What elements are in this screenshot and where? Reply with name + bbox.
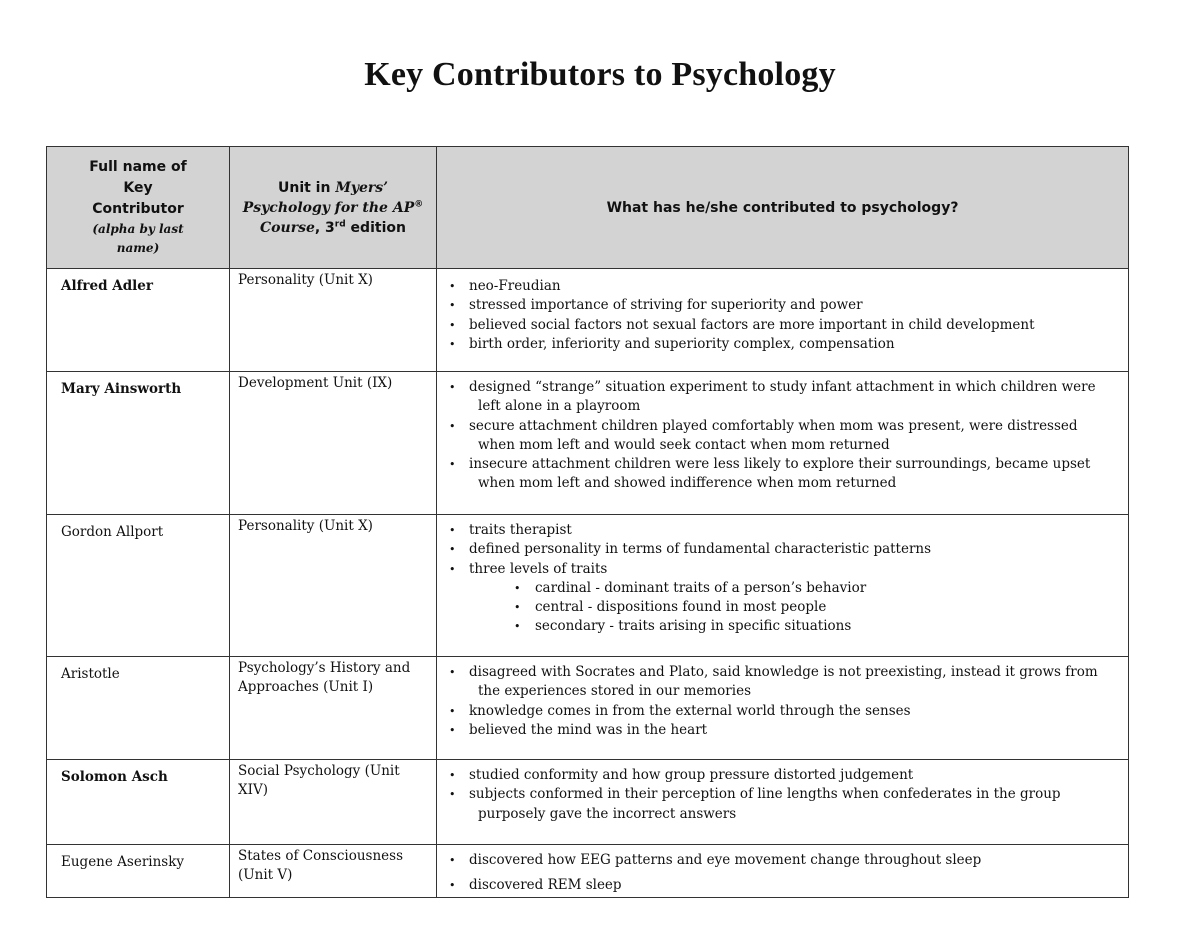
list-item xyxy=(449,378,1120,417)
contributor-name: Alfred Adler xyxy=(47,269,230,372)
trait-levels-list xyxy=(449,579,1120,637)
header-contributor-line: Contributor xyxy=(92,201,184,217)
list-item: • birth order, inferiority and superiority complex, compensation xyxy=(449,335,1120,354)
contribution-list xyxy=(449,663,1120,740)
header-contribution: What has he/she contributed to psychology? xyxy=(437,147,1129,269)
contribution-cell xyxy=(437,515,1129,657)
unit-cell: Social Psychology (Unit XIV) xyxy=(230,760,437,845)
list-item: • central - dispositions found in most people xyxy=(449,598,1120,617)
list-item xyxy=(449,455,1120,494)
contribution-list xyxy=(449,851,1120,896)
contribution-cell xyxy=(437,269,1129,372)
header-unit-edition-num: , 3 xyxy=(314,219,335,236)
contributor-name: Solomon Asch xyxy=(47,760,230,845)
unit-cell: Development Unit (IX) xyxy=(230,372,437,515)
list-item-text: disagreed with Socrates and Plato, said knowledge is not preexisting, instead it grows from xyxy=(469,664,1098,680)
contribution-list xyxy=(449,766,1120,824)
list-item: • discovered how EEG patterns and eye movement change throughout sleep xyxy=(449,851,1120,870)
list-item: • studied conformity and how group pressure distorted judgement xyxy=(449,766,1120,785)
list-item: • believed the mind was in the heart xyxy=(449,721,1120,740)
list-item: • stressed importance of striving for superiority and power xyxy=(449,296,1120,315)
contributors-table xyxy=(46,146,1129,898)
list-item: • three levels of traits xyxy=(449,560,1120,579)
unit-cell: States of Consciousness (Unit V) xyxy=(230,845,437,898)
contribution-cell xyxy=(437,372,1129,515)
header-unit-edition-word: edition xyxy=(345,219,406,236)
header-contributor-line: Full name of xyxy=(89,159,187,175)
list-item-text: left alone in a playroom xyxy=(478,398,641,415)
list-item xyxy=(449,785,1120,824)
list-item-text: the experiences stored in our memories xyxy=(478,683,751,700)
list-item: • cardinal - dominant traits of a person’s behavior xyxy=(449,579,1120,598)
contribution-list xyxy=(449,277,1120,354)
contribution-cell xyxy=(437,845,1129,898)
header-contributor xyxy=(47,147,230,269)
header-row xyxy=(47,147,1129,269)
contribution-list xyxy=(449,521,1120,579)
header-unit-edition-sup: rd xyxy=(334,218,346,229)
list-item: • secondary - traits arising in specific situations xyxy=(449,617,1120,636)
header-contributor-note: (alpha by last name) xyxy=(92,222,184,255)
table-row xyxy=(47,657,1129,760)
table-row xyxy=(47,269,1129,372)
list-item: • neo-Freudian xyxy=(449,277,1120,296)
list-item-text: designed “strange” situation experiment to study infant attachment in which children were xyxy=(469,379,1096,395)
list-item: • discovered REM sleep xyxy=(449,876,1120,895)
unit-cell: Psychology’s History and Approaches (Unit I) xyxy=(230,657,437,760)
contribution-list xyxy=(449,378,1120,494)
list-item xyxy=(449,663,1120,702)
list-item: • knowledge comes in from the external world through the senses xyxy=(449,702,1120,721)
list-item: • defined personality in terms of fundamental characteristic patterns xyxy=(449,540,1120,559)
list-item-text: secure attachment children played comfortably when mom was present, were distressed xyxy=(469,417,1078,434)
header-contributor-line: Key xyxy=(123,180,153,196)
list-item: • believed social factors not sexual factors are more important in child development xyxy=(449,316,1120,335)
table-row xyxy=(47,515,1129,657)
header-unit-course: Course xyxy=(260,219,315,236)
list-item xyxy=(449,417,1120,456)
table-row xyxy=(47,760,1129,845)
contributor-name: Gordon Allport xyxy=(47,515,230,657)
list-item-text: subjects conformed in their perception of line lengths when confederates in the group xyxy=(469,786,1061,803)
list-item-text: when mom left and would seek contact when mom returned xyxy=(478,436,890,453)
table-row xyxy=(47,845,1129,898)
header-unit-prefix: Unit in xyxy=(277,179,336,196)
header-unit-book: Myers’ Psychology for the AP xyxy=(242,179,415,216)
contributor-name: Mary Ainsworth xyxy=(47,372,230,515)
contribution-cell xyxy=(437,760,1129,845)
unit-cell: Personality (Unit X) xyxy=(230,515,437,657)
list-item-text: when mom left and showed indifference when mom returned xyxy=(478,475,897,492)
page-title: Key Contributors to Psychology xyxy=(364,56,836,93)
registered-mark: ® xyxy=(414,198,424,209)
list-item-text: insecure attachment children were less likely to explore their surroundings, became upset xyxy=(469,456,1091,473)
list-item-text: purposely gave the incorrect answers xyxy=(478,805,737,822)
list-item: • traits therapist xyxy=(449,521,1120,540)
unit-cell: Personality (Unit X) xyxy=(230,269,437,372)
header-unit xyxy=(230,147,437,269)
contributor-name: Eugene Aserinsky xyxy=(47,845,230,898)
table-row xyxy=(47,372,1129,515)
contribution-cell xyxy=(437,657,1129,760)
contributor-name: Aristotle xyxy=(47,657,230,760)
